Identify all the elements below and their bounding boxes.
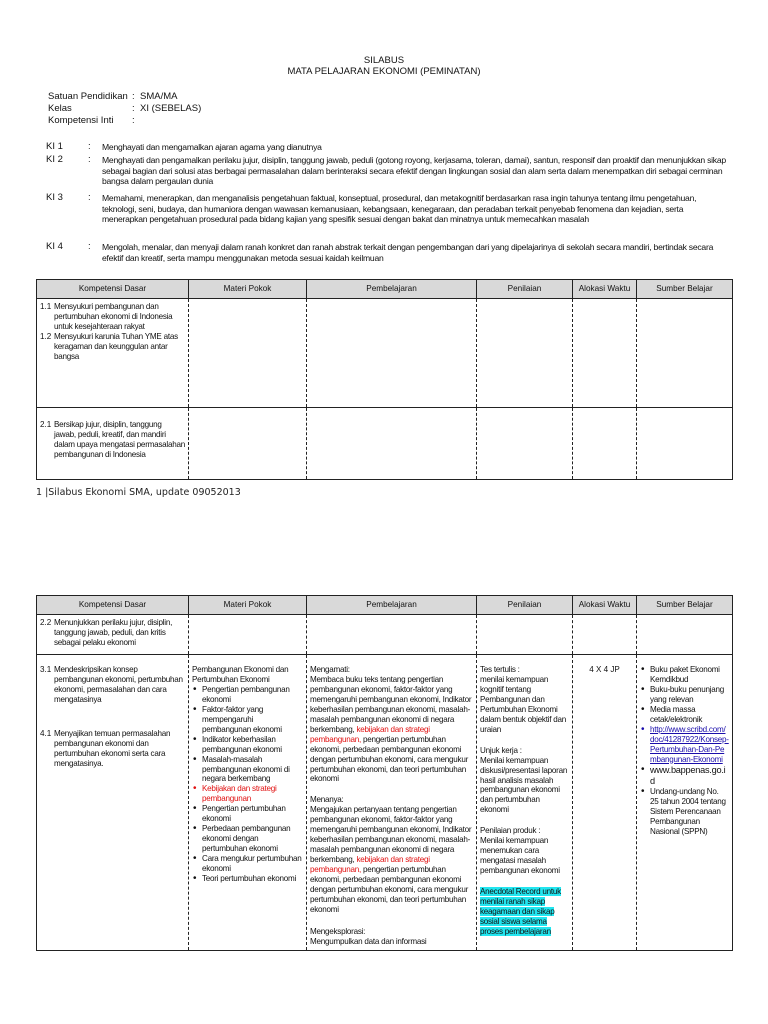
meta-kelas [48,103,201,115]
kd-cell [37,615,189,655]
kd-item [40,332,185,362]
meta-sep: : [132,103,135,114]
ki-colon: : [88,154,91,165]
header-kompetensi-dasar: Kompetensi Dasar [37,596,189,615]
ki-text: Menghayati dan mengamalkan ajaran agama yang dianutnya [102,142,322,152]
table-row [37,408,733,480]
sumber-link[interactable]: • http://www.scribd.com/doc/41287922/Konsep-Pertumbuhan-Dan-Pembangunan-Ekonomi [640,725,729,765]
sumber-list [640,665,729,837]
eksplorasi-text: Mengumpulkan data dan informasi [310,936,427,946]
kd-number: 1.2 [40,331,52,341]
kd-item [40,665,185,705]
menanya-text [310,805,473,914]
kd-text: Mendeskripsikan konsep pembangunan ekonomi, pertumbuhan ekonomi, permasalahan dan cara mengatasinya [54,665,183,704]
ki-colon: : [88,241,91,252]
sumber-item: • Undang-undang No. 25 tahun 2004 tentang Sistem Perencanaan Pembangunan Nasional (SPPN) [640,787,729,837]
produk-title: Penilaian produk : [480,826,541,836]
pembelajaran-cell [307,615,477,655]
sumber-cell [637,655,733,951]
tes-text: menilai kemampuan kognitif tentang Pembangunan dan Pertumbuhan Ekonomi dalam bentuk objektif dan uraian [480,674,566,734]
meta-satuan-pendidikan [48,91,177,103]
materi-item: • Cara mengukur pertumbuhan ekonomi [192,854,303,874]
penilaian-cell [477,615,573,655]
kd-cell [37,408,189,480]
header-pembelajaran: Pembelajaran [307,280,477,299]
menanya-text-a: Mengajukan pertanyaan tentang pengertian pembangunan ekonomi, faktor-faktor yang memengaruhi pembangunan ekonomi, Indikator keberhasilan pembangunan ekonomi, masalah-masalah pembangunan ekonomi di negara berkembang, [310,805,472,865]
meta-key: Kelas [48,103,72,114]
penilaian-cell [477,408,573,480]
pembelajaran-cell [307,299,477,408]
meta-value: XI (SEBELAS) [140,103,202,114]
unjuk-text: Menilai kemampuan diskusi/presentasi laporan hasil analisis masalah pembangunan ekonomi dan pertumbuhan ekonomi [480,755,568,815]
sumber-item: • Buku paket Ekonomi Kemdikbud [640,665,729,685]
kd-item [40,302,185,332]
anecdotal-text [480,887,569,937]
materi-list [192,685,303,884]
sumber-cell [637,299,733,408]
kd-number: 3.1 [40,665,52,674]
materi-cell [189,299,307,408]
penilaian-cell [477,299,573,408]
document-title: SILABUS [363,55,405,66]
kd-item [40,420,185,460]
silabus-table-page1 [36,279,733,480]
ki-text: Memahami, menerapkan, dan menganalisis pengetahuan faktual, konseptual, prosedural, dan metakognitif berdasarkan rasa ingin tahunya tentang ilmu pengetahuan, teknologi, seni, budaya, dan humaniora dengan wawasan kemanusiaan, kebangsaan, kenegaraan, dan peradaban terkait penyebab fenomena dan kejadian, serta menerapkan pengetahuan prosedural pada bidang kajian yang spesifik sesuai dengan bakat dan minatnya untuk memecahkan masalah [102,193,697,225]
document-subtitle: MATA PELAJARAN EKONOMI (PEMINATAN) [287,66,481,77]
alokasi-cell [573,615,637,655]
alokasi-cell [573,299,637,408]
ki-label: KI 3 [46,192,63,203]
kd-text: Mensyukuri karunia Tuhan YME atas keragaman dan keunggulan antar bangsa [54,331,178,361]
materi-item: • Teori pertumbuhan ekonomi [192,874,303,884]
header-penilaian: Penilaian [477,280,573,299]
kd-item [40,729,185,769]
kd-number: 1.1 [40,302,52,311]
header-pembelajaran: Pembelajaran [307,596,477,615]
header-sumber-belajar: Sumber Belajar [637,596,733,615]
sumber-item: • Buku-buku penunjang yang relevan [640,685,729,705]
menanya-text-b: pengertian pertumbuhan ekonomi, perbedaan pembangunan ekonomi dengan pertumbuhan ekonomi, cara mengukur pertumbuhan ekonomi, dan teori pertumbuhan ekonomi [310,865,469,914]
header-alokasi-waktu: Alokasi Waktu [573,596,637,615]
meta-kompetensi-inti [48,115,140,127]
sumber-item: • Media massa cetak/elektronik [640,705,729,725]
materi-item: • Faktor-faktor yang mempengaruhi pembangunan ekonomi [192,705,303,735]
kd-cell [37,299,189,408]
eksplorasi-title: Mengeksplorasi: [310,926,366,936]
alokasi-value: 4 X 4 JP [589,665,620,674]
sumber-cell [637,408,733,480]
sumber-cell [637,615,733,655]
ki-label: KI 4 [46,241,63,252]
kd-text: Bersikap jujur, disiplin, tanggung jawab, peduli, kreatif, dan mandiri dalam upaya mengatasi permasalahan pembangunan di Indonesia [54,420,185,459]
header-materi-pokok: Materi Pokok [189,596,307,615]
table-row [37,655,733,951]
tes-title: Tes tertulis : [480,665,520,674]
header-materi-pokok: Materi Pokok [189,280,307,299]
materi-item: • Kebijakan dan strategi pembangunan [192,784,303,804]
materi-cell [189,615,307,655]
kd-number: 2.1 [40,420,52,429]
produk-text: Menilai kemampuan menemukan cara mengatasi masalah pembangunan ekonomi [480,836,560,876]
pembelajaran-cell [307,655,477,951]
ki-text: Mengolah, menalar, dan menyaji dalam ranah konkret dan ranah abstrak terkait dengan pengembangan dari yang dipelajarinya di sekolah secara mandiri, bertindak secara efektif dan kreatif, serta mampu menggunakan metoda sesuai kaidah keilmuan [102,242,714,263]
materi-title: Pembangunan Ekonomi dan Pertumbuhan Ekonomi [192,665,289,684]
kd-text: Menunjukkan perilaku jujur, disiplin, tanggung jawab, peduli, dan kritis sebagai pelaku ekonomi [54,618,173,647]
mengamati-text [310,675,473,784]
kd-text: Menyajikan temuan permasalahan pembangunan ekonomi dan pertumbuhan ekonomi serta cara mengatasinya. [54,728,171,768]
header-sumber-belajar: Sumber Belajar [637,280,733,299]
ki-label: KI 2 [46,154,63,165]
materi-item: • Pengertian pembangunan ekonomi [192,685,303,705]
materi-item: • Indikator keberhasilan pembangunan ekonomi [192,735,303,755]
table-row [37,615,733,655]
mengamati-text-a: Membaca buku teks tentang pengertian pembangunan ekonomi, faktor-faktor yang memengaruhi pembangunan ekonomi, Indikator keberhasilan pembangunan ekonomi, masalah-masalah pembangunan ekonomi di negara berkembang, [310,674,472,734]
pembelajaran-cell [307,408,477,480]
silabus-table-page2 [36,595,733,951]
kd-item [40,618,185,648]
materi-cell [189,655,307,951]
meta-sep: : [132,91,135,102]
kd-number: 4.1 [40,728,52,738]
materi-item: • Perbedaan pembangunan ekonomi dengan pertumbuhan ekonomi [192,824,303,854]
alokasi-cell [573,655,637,951]
materi-item: • Masalah-masalah pembangunan ekonomi di negara berkembang [192,755,303,785]
ki-text: Menghayati dan pengamalkan perilaku jujur, disiplin, tanggung jawab, peduli (gotong royong, kerjasama, toleran, damai), santun, responsif dan proaktif dan menunjukkan sikap sebagai bagian dari solusi atas berbagai permasalahan dalam berinteraksi secara efektif dengan lingkungan sosial dan alam serta dalam menempatkan diri sebagai cerminan bangsa dalam pergaulan dunia [102,155,726,187]
kd-number: 2.2 [40,618,52,627]
ki-colon: : [88,192,91,203]
header-penilaian: Penilaian [477,596,573,615]
menanya-text-highlight: kebijakan dan strategi pembangunan, [310,855,430,875]
materi-item: • Pengertian pertumbuhan ekonomi [192,804,303,824]
meta-key: Satuan Pendidikan [48,91,128,102]
mengamati-text-b: pengertian pertumbuhan ekonomi, perbedaan pembangunan ekonomi dengan pertumbuhan ekonomi, cara mengukur pertumbuhan ekonomi, dan teori pertumbuhan ekonomi [310,734,469,784]
meta-sep: : [132,115,135,126]
ki-colon: : [88,141,91,152]
meta-value: SMA/MA [140,91,178,102]
mengamati-title: Mengamati: [310,665,350,674]
mengamati-text-highlight: kebijakan dan strategi pembangunan, [310,724,430,744]
header-kompetensi-dasar: Kompetensi Dasar [37,280,189,299]
alokasi-cell [573,408,637,480]
penilaian-cell [477,655,573,951]
page-footer: 1 |Silabus Ekonomi SMA, update 09052013 [36,487,241,498]
unjuk-title: Unjuk kerja : [480,745,522,755]
meta-key: Kompetensi Inti [48,115,114,126]
anecdotal-highlight: Anecdotal Record untuk menilai ranah sikap keagamaan dan sikap sosial siswa selama proses pembelajaran [480,887,561,936]
table-row [37,299,733,408]
ki-label: KI 1 [46,141,63,152]
header-alokasi-waktu: Alokasi Waktu [573,280,637,299]
menanya-title: Menanya: [310,795,344,805]
kd-cell [37,655,189,951]
sumber-item: • www.bappenas.go.id [640,765,729,788]
materi-cell [189,408,307,480]
kd-text: Mensyukuri pembangunan dan pertumbuhan ekonomi di Indonesia untuk kesejahteraan rakyat [54,302,173,331]
